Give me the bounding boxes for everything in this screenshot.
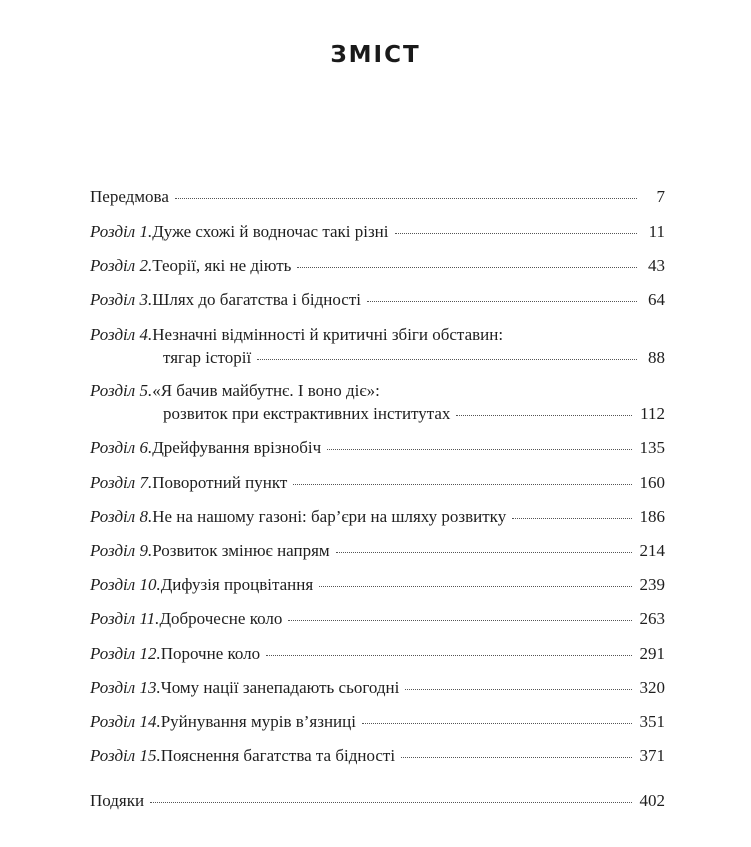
dot-leader [367, 301, 637, 302]
dot-leader [405, 689, 631, 690]
entry-prefix: Розділ 3. [90, 290, 153, 309]
entry-title: Розвиток змінює напрям [152, 541, 330, 560]
dot-leader [327, 449, 631, 450]
entry-title: «Я бачив майбутнє. І воно діє»: [152, 381, 380, 400]
page-number: 239 [639, 575, 665, 594]
toc-entry [90, 540, 665, 562]
toc-entry [90, 255, 665, 277]
toc-entry [90, 790, 665, 812]
entry-title: Дуже схожі й водночас такі різні [152, 222, 389, 241]
entry-prefix: Розділ 4. [90, 325, 153, 344]
dot-leader [175, 198, 637, 199]
page-number: 43 [648, 256, 665, 275]
entry-title: Не на нашому газоні: бар’єри на шляху розвитку [152, 507, 507, 526]
page-number: 402 [639, 791, 665, 810]
toc-entry [90, 711, 665, 733]
entry-title: Подяки [90, 791, 145, 810]
page-number: 135 [639, 438, 665, 457]
entry-prefix: Розділ 12. [90, 644, 161, 663]
toc-entry [90, 472, 665, 494]
toc-entry [90, 506, 665, 528]
toc-entry [90, 221, 665, 243]
toc-entry [90, 380, 665, 425]
entry-prefix: Розділ 14. [90, 712, 161, 731]
page-number: 186 [639, 507, 665, 526]
entry-title-continued: тягар історії [163, 348, 252, 367]
toc-entry [90, 186, 665, 208]
entry-prefix: Розділ 15. [90, 746, 161, 765]
entry-title: Дрейфування врізнобіч [152, 438, 322, 457]
entry-prefix: Розділ 13. [90, 678, 161, 697]
entry-title: Теорії, які не діють [152, 256, 292, 275]
entry-title: Передмова [90, 187, 169, 206]
entry-prefix: Розділ 9. [90, 541, 153, 560]
entry-title: Порочне коло [160, 644, 261, 663]
entry-title: Доброчесне коло [159, 609, 283, 628]
entry-prefix: Розділ 2. [90, 256, 153, 275]
page-number: 112 [640, 404, 665, 423]
page-number: 11 [648, 222, 665, 241]
dot-leader [456, 415, 632, 416]
page-number: 371 [639, 746, 665, 765]
entry-prefix: Розділ 1. [90, 222, 153, 241]
entry-title: Дифузія процвітання [160, 575, 314, 594]
page-number: 160 [639, 473, 665, 492]
toc-entry [90, 437, 665, 459]
entry-title: Незначні відмінності й критичні збіги обставин: [152, 325, 504, 344]
dot-leader [395, 233, 637, 234]
dot-leader [293, 484, 631, 485]
entry-title-continued: розвиток при екстрактивних інститутах [163, 404, 451, 423]
toc-entry [90, 574, 665, 596]
dot-leader [401, 757, 631, 758]
entry-prefix: Розділ 6. [90, 438, 153, 457]
page-number: 64 [648, 290, 665, 309]
entry-title: Поворотний пункт [152, 473, 288, 492]
toc-entry [90, 677, 665, 699]
entry-prefix: Розділ 8. [90, 507, 153, 526]
dot-leader [512, 518, 631, 519]
entry-title: Руйнування мурів в’язниці [160, 712, 356, 731]
page-title: ЗМІСТ [330, 42, 421, 68]
dot-leader [150, 802, 631, 803]
entry-prefix: Розділ 10. [90, 575, 161, 594]
dot-leader [336, 552, 632, 553]
toc-entry [90, 324, 665, 369]
entry-title: Пояснення багатства та бідності [160, 746, 396, 765]
page-number: 88 [648, 348, 665, 367]
toc-entry [90, 643, 665, 665]
dot-leader [266, 655, 631, 656]
dot-leader [288, 620, 631, 621]
page-number: 351 [639, 712, 665, 731]
toc-entry [90, 289, 665, 311]
page-number: 7 [656, 187, 665, 206]
entry-prefix: Розділ 5. [90, 381, 153, 400]
toc-entry [90, 608, 665, 630]
dot-leader [362, 723, 632, 724]
entry-prefix: Розділ 7. [90, 473, 153, 492]
dot-leader [257, 359, 637, 360]
page-number: 320 [639, 678, 665, 697]
toc-entry [90, 745, 665, 767]
entry-title: Шлях до багатства і бідності [152, 290, 362, 309]
entry-prefix: Розділ 11. [90, 609, 160, 628]
page-number: 214 [639, 541, 665, 560]
dot-leader [319, 586, 631, 587]
page-number: 291 [639, 644, 665, 663]
page-number: 263 [639, 609, 665, 628]
entry-title: Чому нації занепадають сьогодні [160, 678, 400, 697]
dot-leader [297, 267, 637, 268]
